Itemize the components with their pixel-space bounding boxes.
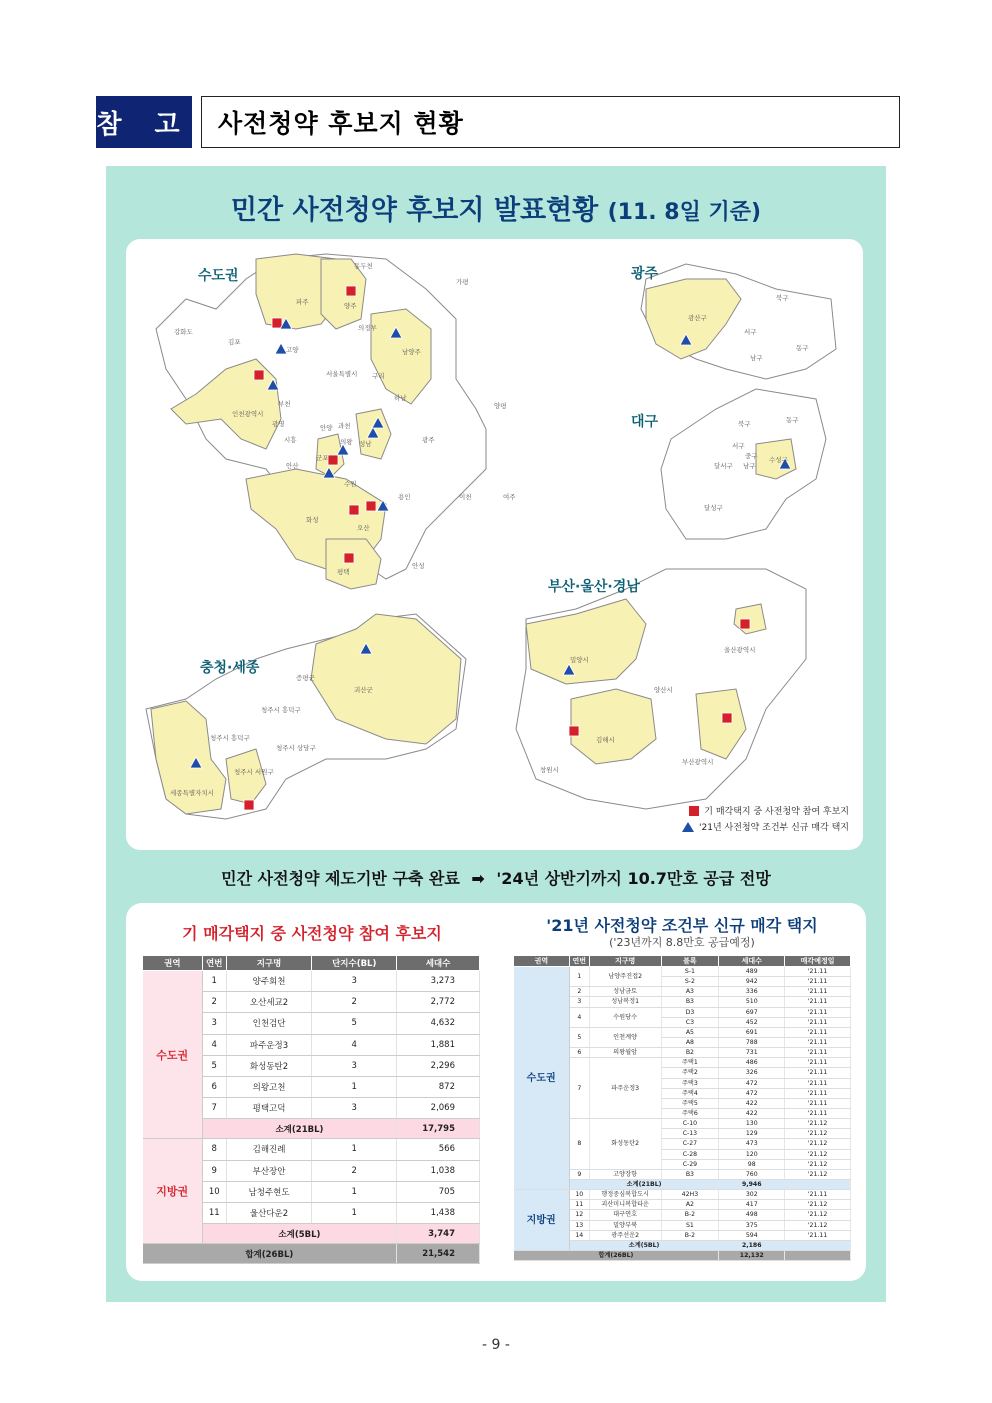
district-label: 광주 [422,436,435,444]
col-header: 연번 [569,956,589,967]
table-cell: 3,747 [397,1224,480,1244]
table-cell [785,1179,851,1189]
table-cell: 872 [397,1076,480,1097]
table-cell: 452 [719,1017,785,1027]
table-cell: 760 [719,1169,785,1179]
district-label: 북구 [776,294,789,302]
table-cell: 2,772 [397,992,480,1013]
table-cell: C-28 [661,1149,719,1159]
triangle-legend-icon [682,822,694,832]
table-cell: '21.11 [785,1108,851,1118]
table-cell: 3 [312,971,397,992]
table-cell: 소계(21BL) [202,1119,396,1139]
legend-square-label: 기 매각택지 중 사전청약 참여 후보지 [704,807,849,817]
table-cell: 6 [569,1048,589,1058]
district-label: 안산 [286,462,299,470]
total-row [514,1250,851,1260]
district-label: 가평 [456,278,469,286]
table-cell: B3 [661,1169,719,1179]
table-cell: 9,946 [719,1179,785,1189]
table-cell: 594 [719,1230,785,1240]
district-label: 김포 [228,338,241,346]
table-cell: 4 [569,1007,589,1027]
table-cell: 17,795 [397,1119,480,1139]
table-cell: C3 [661,1017,719,1027]
table-cell: 10 [202,1181,226,1202]
table-cell: B-2 [661,1210,719,1220]
marker-sq-7 [344,553,354,563]
district-label: 강화도 [174,328,193,336]
table-cell: 510 [719,997,785,1007]
table-cell: 42H3 [661,1190,719,1200]
table-cell: 3 [569,997,589,1007]
marker-sq-4 [272,318,282,328]
district-label: 동두천 [354,262,373,270]
marker-sq-11 [740,619,750,629]
table-cell: 3 [312,1098,397,1119]
table-cell: B3 [661,997,719,1007]
table-cell: C-29 [661,1159,719,1169]
district-label: 청주시 상당구 [276,744,316,752]
legend-triangle [682,820,849,833]
district-label: 청주시 흥덕구 [210,734,250,742]
marker-sq-8 [569,726,579,736]
table-cell: 2 [202,992,226,1013]
district-label: 청주시 서원구 [234,768,274,776]
table-cell: '21.11 [785,987,851,997]
banner-left: 민간 사전청약 제도기반 구축 완료 [221,869,460,888]
table-cell: 의왕고천 [226,1076,312,1097]
table-cell: 주택5 [661,1098,719,1108]
table-cell: B-2 [661,1230,719,1240]
panel-title [106,188,886,227]
table-cell: '21.12 [785,1210,851,1220]
district-label: 울산광역시 [724,646,756,654]
table-cell: '21.11 [785,997,851,1007]
banner-right: '24년 상반기까지 10.7만호 공급 전망 [496,869,771,888]
marker-sq-6 [328,455,338,465]
table-cell: 3,273 [397,971,480,992]
panel-title-date: (11. 8일 기준) [607,200,762,225]
table-cell: B2 [661,1048,719,1058]
marker-sq-9 [722,713,732,723]
table-cell: '21.11 [785,1230,851,1240]
existing-sites-table [142,955,480,1264]
district-label: 광명 [272,420,285,428]
table-cell: 13 [569,1220,589,1230]
table-cell: '21.12 [785,1129,851,1139]
table-cell: 김해진례 [226,1139,312,1160]
district-label: 고양 [286,346,299,354]
table-cell: '21.11 [785,1058,851,1068]
table-cell: S-2 [661,977,719,987]
table-cell: 498 [719,1210,785,1220]
district-label: 평택 [337,568,350,576]
left-table-header [143,956,480,971]
district-label: 성남 [359,440,372,448]
table-cell: C-27 [661,1139,719,1149]
district-label: 서울특별시 [326,370,358,378]
table-cell: 326 [719,1068,785,1078]
table-cell: 합계(26BL) [514,1250,719,1260]
table-cell: 120 [719,1149,785,1159]
table-cell: 1,038 [397,1160,480,1181]
col-header: 단지수(BL) [312,956,397,971]
table-cell: '21.11 [785,1098,851,1108]
table-cell: '21.11 [785,977,851,987]
table-cell: 소계(21BL) [569,1179,719,1189]
table-cell: 7 [569,1058,589,1119]
table-cell: 98 [719,1159,785,1169]
district-label: 남양주 [402,348,421,356]
legend-square [689,804,849,817]
table-cell: 성남금토 [589,987,661,997]
table-cell: 4,632 [397,1013,480,1034]
table-cell: 9 [569,1169,589,1179]
col-header: 권역 [143,956,203,971]
total-row [143,1244,480,1264]
region-label-busan: 부산·울산·경남 [548,579,640,595]
table-cell: 화성동탄2 [226,1055,312,1076]
marker-sq-3 [254,370,264,380]
table-cell: 473 [719,1139,785,1149]
district-label: 여주 [503,493,516,501]
table-cell: 수원당수 [589,1007,661,1027]
district-label: 남구 [750,354,763,362]
district-label: 수원 [344,480,357,488]
table-cell: 788 [719,1037,785,1047]
table-cell: '21.12 [785,1159,851,1169]
table-cell: 14 [569,1230,589,1240]
table-cell: 472 [719,1078,785,1088]
table-cell: 오산세교2 [226,992,312,1013]
table-cell: S1 [661,1220,719,1230]
table-cell: 3 [312,1055,397,1076]
table-cell [785,1250,851,1260]
table-cell: 주택3 [661,1078,719,1088]
table-cell: 3 [202,1013,226,1034]
district-label: 화성 [306,516,319,524]
table-cell: 5 [569,1027,589,1047]
table-cell: 336 [719,987,785,997]
table-cell: '21.11 [785,1037,851,1047]
right-table-title: '21년 사전청약 조건부 신규 매각 택지 [546,916,818,935]
district-label: 의정부 [358,324,377,332]
table-cell: 주택1 [661,1058,719,1068]
marker-sq-10 [244,800,254,810]
table-cell: '21.12 [785,1220,851,1230]
table-cell: 광주선운2 [589,1230,661,1240]
table-cell: 소계(5BL) [202,1224,396,1244]
district-label: 청주시 흥덕구 [261,706,301,714]
table-cell: 울산다운2 [226,1202,312,1223]
district-label: 파주 [296,298,309,306]
district-label: 김해시 [596,736,615,744]
table-cell: '21.12 [785,1200,851,1210]
table-cell: '21.12 [785,1169,851,1179]
table-cell: '21.11 [785,1027,851,1037]
region-label-capital: 수도권 [198,268,239,284]
table-row [143,1139,480,1160]
table-cell: 129 [719,1129,785,1139]
announcement-panel [106,166,886,1302]
table-cell: 12,132 [719,1250,785,1260]
col-header: 지구명 [589,956,661,967]
region-label-chungcheong: 충청·세종 [200,660,260,676]
table-cell: '21.12 [785,1149,851,1159]
table-cell: '21.11 [785,1007,851,1017]
table-cell: 422 [719,1108,785,1118]
table-cell: 밀양부북 [589,1220,661,1230]
district-label: 서구 [732,442,745,450]
table-cell: 성남복정1 [589,997,661,1007]
right-table-header [514,956,851,967]
region-cell: 수도권 [514,967,570,1190]
district-label: 안양 [320,424,333,432]
table-cell: 1 [312,1076,397,1097]
table-cell: 11 [202,1202,226,1223]
table-cell: '21.11 [785,1048,851,1058]
table-cell: 파주운정3 [226,1034,312,1055]
table-cell: C-10 [661,1119,719,1129]
table-cell: 472 [719,1088,785,1098]
table-cell: 의왕월암 [589,1048,661,1058]
new-sites-table [513,955,851,1261]
table-cell: '21.11 [785,1017,851,1027]
table-cell: C-13 [661,1129,719,1139]
table-cell: 2 [312,1160,397,1181]
marker-sq-5 [366,501,376,511]
table-cell: 5 [202,1055,226,1076]
table-cell: 302 [719,1190,785,1200]
tables-box [126,903,866,1281]
district-label: 증평군 [296,674,315,682]
table-cell: 괴산미니복합타운 [589,1200,661,1210]
district-label: 양주 [344,302,357,310]
district-label: 군포 [316,454,329,462]
district-label: 달성구 [704,504,723,512]
district-label: 중구 [745,452,758,460]
table-cell: 12 [569,1210,589,1220]
region-label-daegu: 대구 [631,414,659,430]
table-cell: '21.11 [785,967,851,977]
supply-banner [106,866,886,889]
district-label: 이천 [459,493,472,501]
district-label: 부천 [278,400,291,408]
table-cell: 2,069 [397,1098,480,1119]
district-label: 밀양시 [570,656,589,664]
district-label: 양산시 [654,686,673,694]
district-label: 달서구 [714,462,733,470]
table-cell: 422 [719,1098,785,1108]
table-cell: 1,438 [397,1202,480,1223]
table-cell: A3 [661,987,719,997]
region-label-gwangju: 광주 [631,266,659,282]
table-cell: 130 [719,1119,785,1129]
district-label: 용인 [398,493,411,501]
table-cell: 1 [569,967,589,987]
table-cell: 705 [397,1181,480,1202]
table-cell: 1 [312,1139,397,1160]
table-cell: 파주운정3 [589,1058,661,1119]
table-cell: 화성동탄2 [589,1119,661,1170]
district-label: 광산구 [688,314,707,322]
table-cell: 1,881 [397,1034,480,1055]
table-cell: 인천검단 [226,1013,312,1034]
district-label: 동구 [796,344,809,352]
table-cell: '21.12 [785,1139,851,1149]
table-cell: 남양주진접2 [589,967,661,987]
table-cell: 주택4 [661,1088,719,1098]
district-label: 북구 [738,420,751,428]
marker-sq-2 [349,505,359,515]
table-cell: 9 [202,1160,226,1181]
district-label: 인천광역시 [232,410,264,418]
table-cell: 소계(5BL) [569,1240,719,1250]
table-cell: 평택고덕 [226,1098,312,1119]
col-header: 세대수 [397,956,480,971]
page-number: - 9 - [482,1337,510,1353]
table-cell: D3 [661,1007,719,1017]
marker-sq-1 [346,286,356,296]
table-cell: 4 [202,1034,226,1055]
table-cell: '21.11 [785,1190,851,1200]
table-cell: 2 [569,987,589,997]
table-cell: 942 [719,977,785,987]
table-cell: 486 [719,1058,785,1068]
table-cell: 행정중심복합도시 [589,1190,661,1200]
table-cell: S-1 [661,967,719,977]
table-cell: 566 [397,1139,480,1160]
region-cell: 지방권 [514,1190,570,1251]
table-cell: '21.12 [785,1119,851,1129]
table-cell: '21.11 [785,1068,851,1078]
col-header: 매각예정일 [785,956,851,967]
district-label: 시흥 [284,436,297,444]
right-table-subtitle: ('23년까지 8.8만호 공급예정) [609,936,755,949]
district-label: 수성구 [769,456,788,464]
table-row [514,967,851,977]
district-label: 안성 [412,562,425,570]
table-cell: 417 [719,1200,785,1210]
table-cell: 주택2 [661,1068,719,1078]
col-header: 권역 [514,956,570,967]
table-cell: '21.11 [785,1078,851,1088]
district-label: 창원시 [540,766,559,774]
right-arrow-icon: ➡ [471,869,485,888]
table-cell: 8 [569,1119,589,1170]
table-cell: 21,542 [397,1244,480,1264]
table-cell: 697 [719,1007,785,1017]
panel-title-main: 민간 사전청약 후보지 발표현황 [230,195,599,226]
table-cell: 8 [202,1139,226,1160]
table-cell: 1 [312,1181,397,1202]
region-cell: 지방권 [143,1139,203,1244]
col-header: 블록 [661,956,719,967]
table-cell: 2 [312,992,397,1013]
table-cell: 대구연호 [589,1210,661,1220]
district-label: 구리 [372,372,385,380]
district-label: 의왕 [340,438,353,446]
district-label: 서구 [744,328,757,336]
table-cell: 489 [719,967,785,977]
table-cell: 합계(26BL) [143,1244,397,1264]
district-label: 동구 [786,416,799,424]
table-cell: A5 [661,1027,719,1037]
square-legend-icon [689,806,699,816]
district-label: 부산광역시 [682,758,714,766]
table-cell: 5 [312,1013,397,1034]
district-label: 양평 [494,402,507,410]
table-cell: 10 [569,1190,589,1200]
table-cell: 6 [202,1076,226,1097]
table-cell: A8 [661,1037,719,1047]
table-cell [785,1240,851,1250]
table-cell: 남청주현도 [226,1181,312,1202]
table-cell: 2,296 [397,1055,480,1076]
district-label: 오산 [357,524,370,532]
table-cell: 양주회천 [226,971,312,992]
reference-tag: 참 고 [96,96,192,148]
col-header: 연번 [202,956,226,971]
left-table-title: 기 매각택지 중 사전청약 참여 후보지 [182,924,442,943]
district-label: 하남 [394,394,407,402]
table-cell: 고양장항 [589,1169,661,1179]
table-cell: 691 [719,1027,785,1037]
table-row [143,971,480,992]
site-map [126,239,863,850]
table-cell: 375 [719,1220,785,1230]
legend-triangle-label: '21년 사전청약 조건부 신규 매각 택지 [699,823,849,833]
table-cell: 인천계양 [589,1027,661,1047]
table-cell: 731 [719,1048,785,1058]
table-cell: 부산장안 [226,1160,312,1181]
table-cell: 1 [202,971,226,992]
table-cell: 주택6 [661,1108,719,1118]
district-label: 괴산군 [354,686,373,694]
table-cell: 7 [202,1098,226,1119]
district-label: 남구 [743,462,756,470]
region-cell: 수도권 [143,971,203,1139]
table-cell: A2 [661,1200,719,1210]
district-label: 세종특별자치시 [170,789,214,797]
table-cell: 11 [569,1200,589,1210]
table-cell: '21.11 [785,1088,851,1098]
district-label: 과천 [338,422,351,430]
table-cell: 4 [312,1034,397,1055]
table-cell: 2,186 [719,1240,785,1250]
col-header: 세대수 [719,956,785,967]
table-cell: 1 [312,1202,397,1223]
col-header: 지구명 [226,956,312,971]
section-title: 사전청약 후보지 현황 [201,96,900,148]
table-row [514,1190,851,1200]
